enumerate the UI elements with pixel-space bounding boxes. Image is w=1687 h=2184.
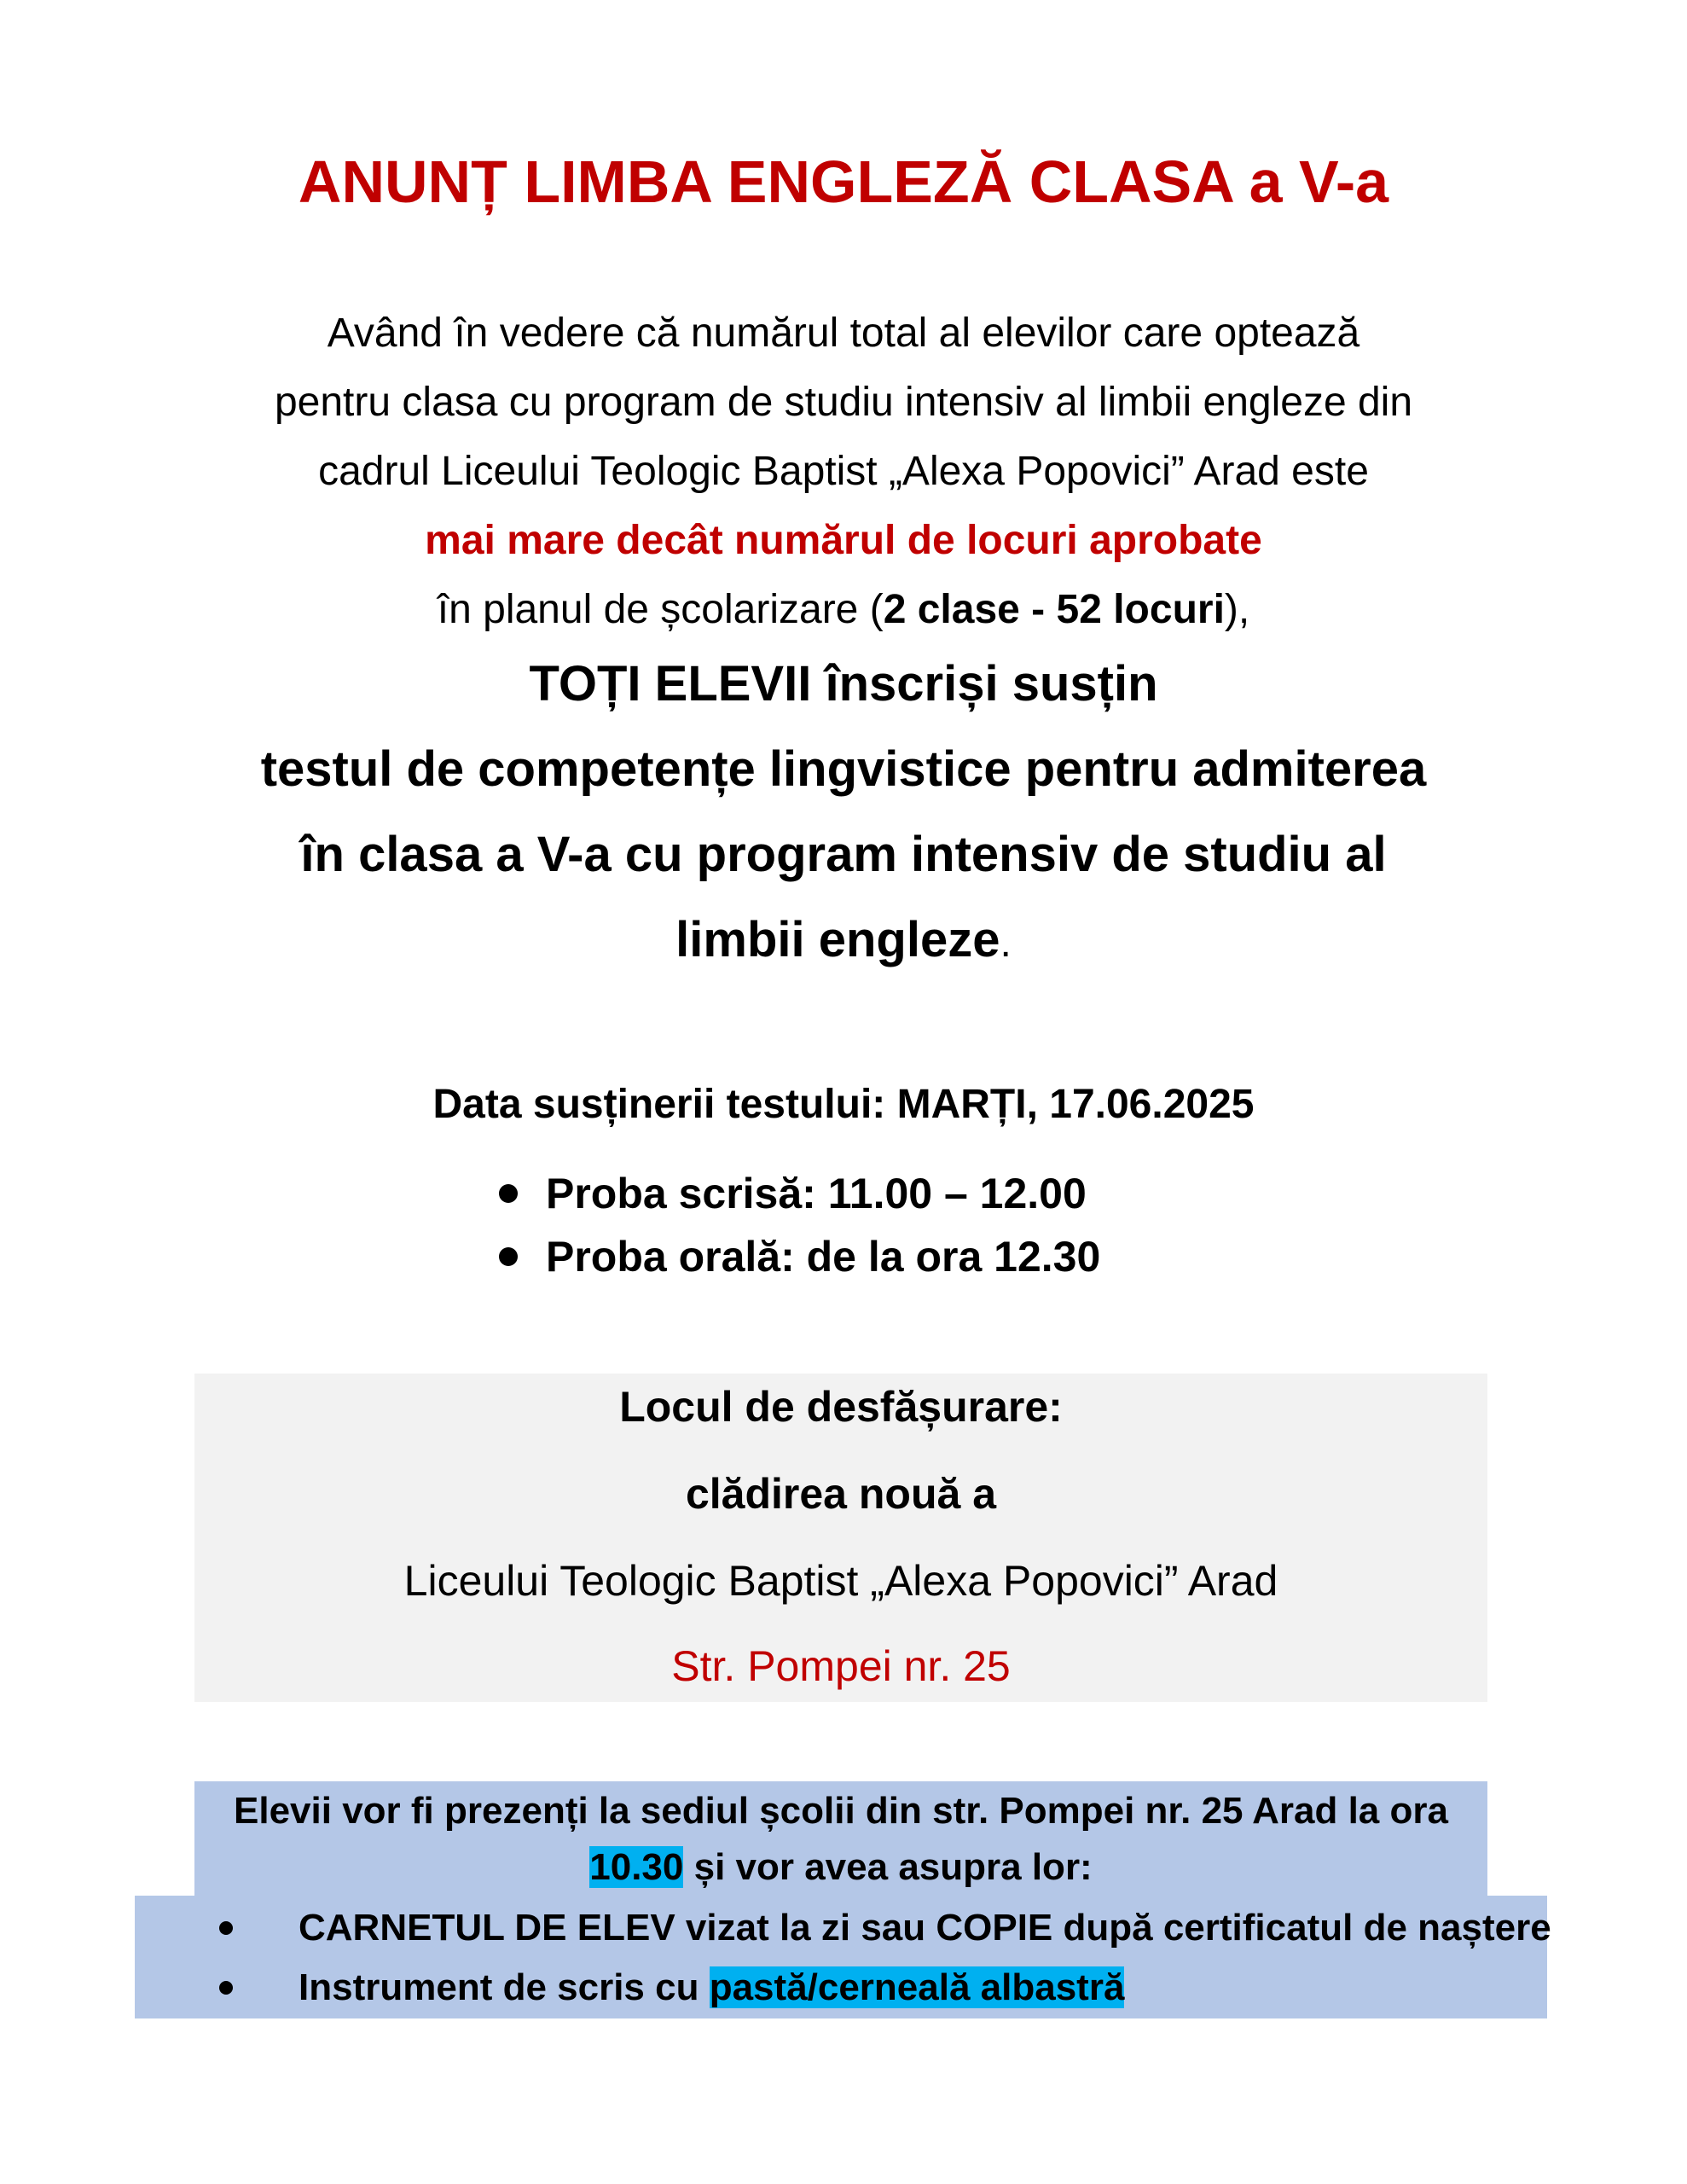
list-item <box>499 1162 1100 1225</box>
requirement-id-document: CARNETUL DE ELEV vizat la zi sau COPIE după certificatul de naștere <box>299 1907 1551 1949</box>
test-date: Data susținerii testului: MARȚI, 17.06.2025 <box>432 1082 1255 1127</box>
arrival-time: 10.30 <box>589 1846 684 1888</box>
intro-line-5-prefix: în planul de școlarizare ( <box>437 587 884 632</box>
statement-line-3: în clasa a V-a cu program intensiv de studiu al <box>300 827 1387 882</box>
statement-line-1: TOȚI ELEVII înscriși susțin <box>529 656 1158 712</box>
requirements-list <box>217 1898 1551 2018</box>
schedule-list <box>499 1162 1100 1288</box>
intro-line-5 <box>0 575 1687 645</box>
bullet-icon <box>499 1184 518 1203</box>
intro-line-1: Având în vedere că numărul total al elevilor care optează <box>327 311 1360 356</box>
location-address: Str. Pompei nr. 25 <box>671 1642 1011 1690</box>
instructions-line-1: Elevii vor fi prezenți la sediul școlii din str. Pompei nr. 25 Arad la ora <box>234 1790 1448 1832</box>
statement-line-4-text: limbii engleze <box>675 912 1000 967</box>
instructions-line-2-rest: și vor avea asupra lor: <box>683 1846 1093 1888</box>
list-item <box>217 1898 1551 1958</box>
page-title: ANUNȚ LIMBA ENGLEZĂ CLASA a V-a <box>298 148 1389 215</box>
statement-line-4 <box>0 897 1687 986</box>
statement-period: . <box>1000 921 1012 966</box>
oral-test-time: Proba orală: de la ora 12.30 <box>546 1233 1101 1281</box>
intro-highlight-line: mai mare decât numărul de locuri aprobate <box>425 518 1262 563</box>
bullet-icon <box>499 1247 518 1266</box>
location-heading: Locul de desfășurare: <box>619 1383 1063 1431</box>
intro-line-3: cadrul Liceului Teologic Baptist „Alexa Popovici” Arad este <box>318 449 1369 494</box>
location-line-2: Liceului Teologic Baptist „Alexa Popovici” Arad <box>403 1557 1278 1605</box>
list-item <box>217 1958 1551 2018</box>
statement-line-2: testul de competențe lingvistice pentru admiterea <box>260 741 1427 797</box>
intro-line-2: pentru clasa cu program de studiu intensiv al limbii engleze din <box>274 380 1413 425</box>
bullet-icon <box>219 1921 233 1935</box>
requirement-pen-prefix: Instrument de scris cu <box>299 1966 710 2008</box>
requirement-pen-highlight: pastă/cerneală albastră <box>709 1966 1125 2008</box>
instructions-line-2 <box>194 1839 1487 1896</box>
bullet-icon <box>219 1981 233 1995</box>
location-line-1: clădirea nouă a <box>685 1470 997 1518</box>
places-count: 2 clase - 52 locuri <box>883 587 1225 632</box>
written-test-time: Proba scrisă: 11.00 – 12.00 <box>546 1170 1087 1217</box>
list-item <box>499 1225 1100 1288</box>
intro-line-5-suffix: ), <box>1224 587 1250 632</box>
